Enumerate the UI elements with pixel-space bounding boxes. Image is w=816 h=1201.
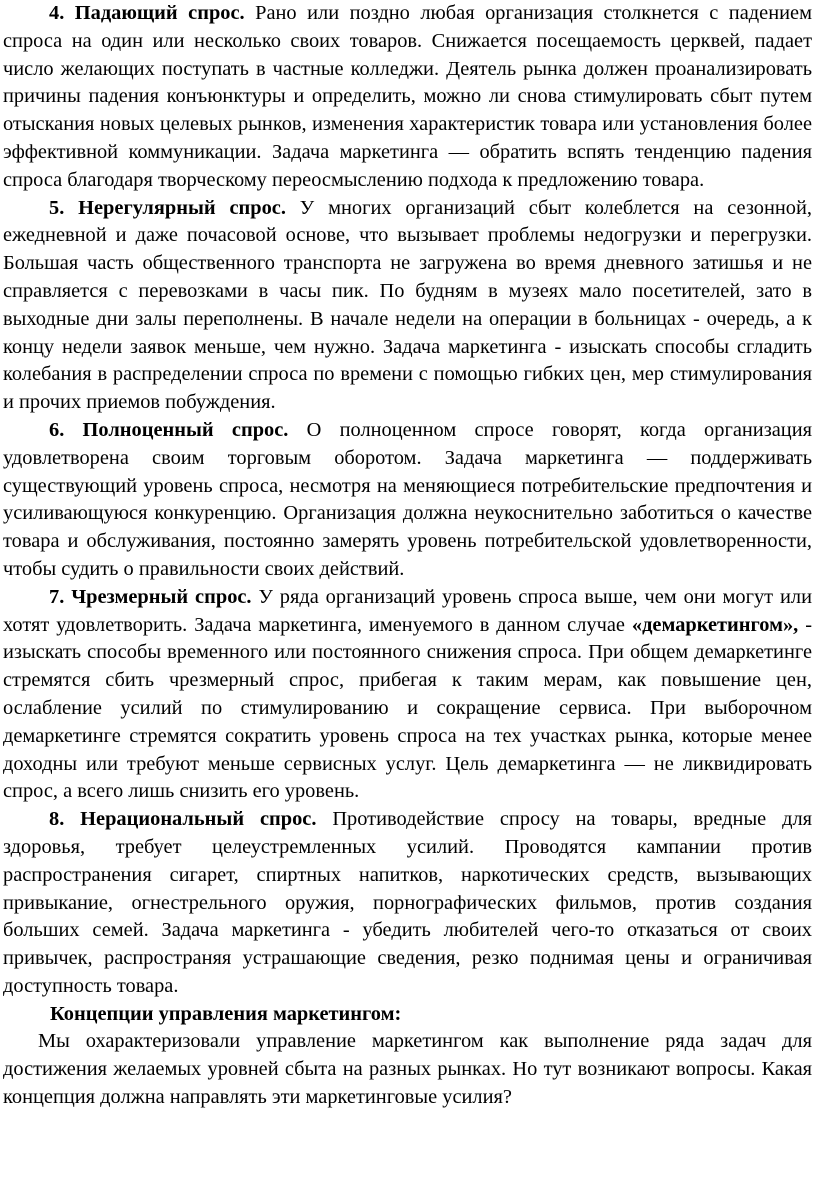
- paragraph-excessive-demand: [3, 584, 812, 806]
- paragraph-text: - изыскать способы временного или постоянного снижения спроса. При общем демаркетинге стремятся сбить чрезмерный спрос, прибегая к таким мерам, как повышение цен, ослабление усилий по стимулированию и сокращение сервиса. При выборочном демаркетинге стремятся сократить уровень спроса на тех участках рынка, которые менее доходны или требуют меньше сервисных услуг. Цель демаркетинга — не ликвидировать спрос, а всего лишь снизить его уровень.: [3, 613, 812, 803]
- paragraph-title: 4. Падающий спрос.: [49, 2, 245, 24]
- paragraph-irrational-demand: [3, 806, 812, 1001]
- paragraph-text: У многих организаций сбыт колеблется на сезонной, ежедневной и даже почасовой основе, что вызывает проблемы недогрузки и перегрузки. Большая часть общественного транспорта не загружена во время дневного затишья и не справляется с перевозками в часы пик. По будням в музеях мало посетителей, зато в выходные дни залы переполнены. В начале недели на операции в больницах - очередь, а к концу недели заявок меньше, чем нужно. Задача маркетинга - изыскать способы сгладить колебания в распределении спроса по времени с помощью гибких цен, мер стимулирования и прочих приемов побуждения.: [3, 196, 812, 414]
- paragraph-title: 8. Нерациональный спрос.: [49, 808, 317, 831]
- paragraph-text: Противодействие спросу на товары, вредные для здоровья, требует целеустремленных усилий. Проводятся кампании против распространения сигарет, спиртных напитков, наркотических средств, вызывающих привыкание, огнестрельного оружия, порнографических фильмов, против создания больших семей. Задача маркетинга - убедить любителей чего-то отказаться от своих привычек, распространяя устрашающие сведения, резко поднимая цены и ограничивая доступность товара.: [3, 808, 813, 997]
- section-heading: Концепции управления маркетингом:: [50, 1002, 402, 1025]
- paragraph-full-demand: [3, 417, 812, 584]
- bold-term-demarketing: «демаркетингом»,: [631, 613, 799, 636]
- paragraph-title: 6. Полноценный спрос.: [49, 418, 289, 441]
- section-intro-paragraph: Мы охарактеризовали управление маркетингом как выполнение ряда задач для достижения желаемых уровней сбыта на разных рынках. Но тут возникают вопросы. Какая концепция должна направлять эти маркетинговые усилия?: [3, 1030, 812, 1109]
- paragraph-text: Рано или поздно любая организация столкнется с падением спроса на один или несколько своих товаров. Снижается посещаемость церквей, падает число желающих поступать в частные колледжи. Деятель рынка должен проанализировать причины падения конъюнктуры и определить, можно ли снова стимулировать сбыт путем отыскания новых целевых рынков, изменения характеристик товара или установления более эффективной коммуникации. Задача маркетинга — обратить вспять тенденцию падения спроса благодаря творческому переосмыслению подхода к предложению товара.: [3, 2, 812, 191]
- paragraph-text: О полноценном спросе говорят, когда организация удовлетворена своим торговым оборотом. Задача маркетинга — поддерживать существующий уровень спроса, несмотря на меняющиеся потребительские предпочтения и усиливающуюся конкуренцию. Организация должна неукоснительно заботиться о качестве товара и обслуживания, постоянно замерять уровень потребительской удовлетворенности, чтобы судить о правильности своих действий.: [3, 418, 812, 580]
- paragraph-irregular-demand: [3, 195, 812, 417]
- paragraph-title: 5. Нерегулярный спрос.: [49, 196, 286, 219]
- paragraph-title: 7. Чрезмерный спрос.: [49, 585, 252, 608]
- paragraph-text: У ряда организаций уровень спроса выше, чем они могут или хотят удовлетворить. Задача маркетинга, именуемого в данном случае: [3, 585, 812, 636]
- paragraph-falling-demand: [3, 0, 812, 195]
